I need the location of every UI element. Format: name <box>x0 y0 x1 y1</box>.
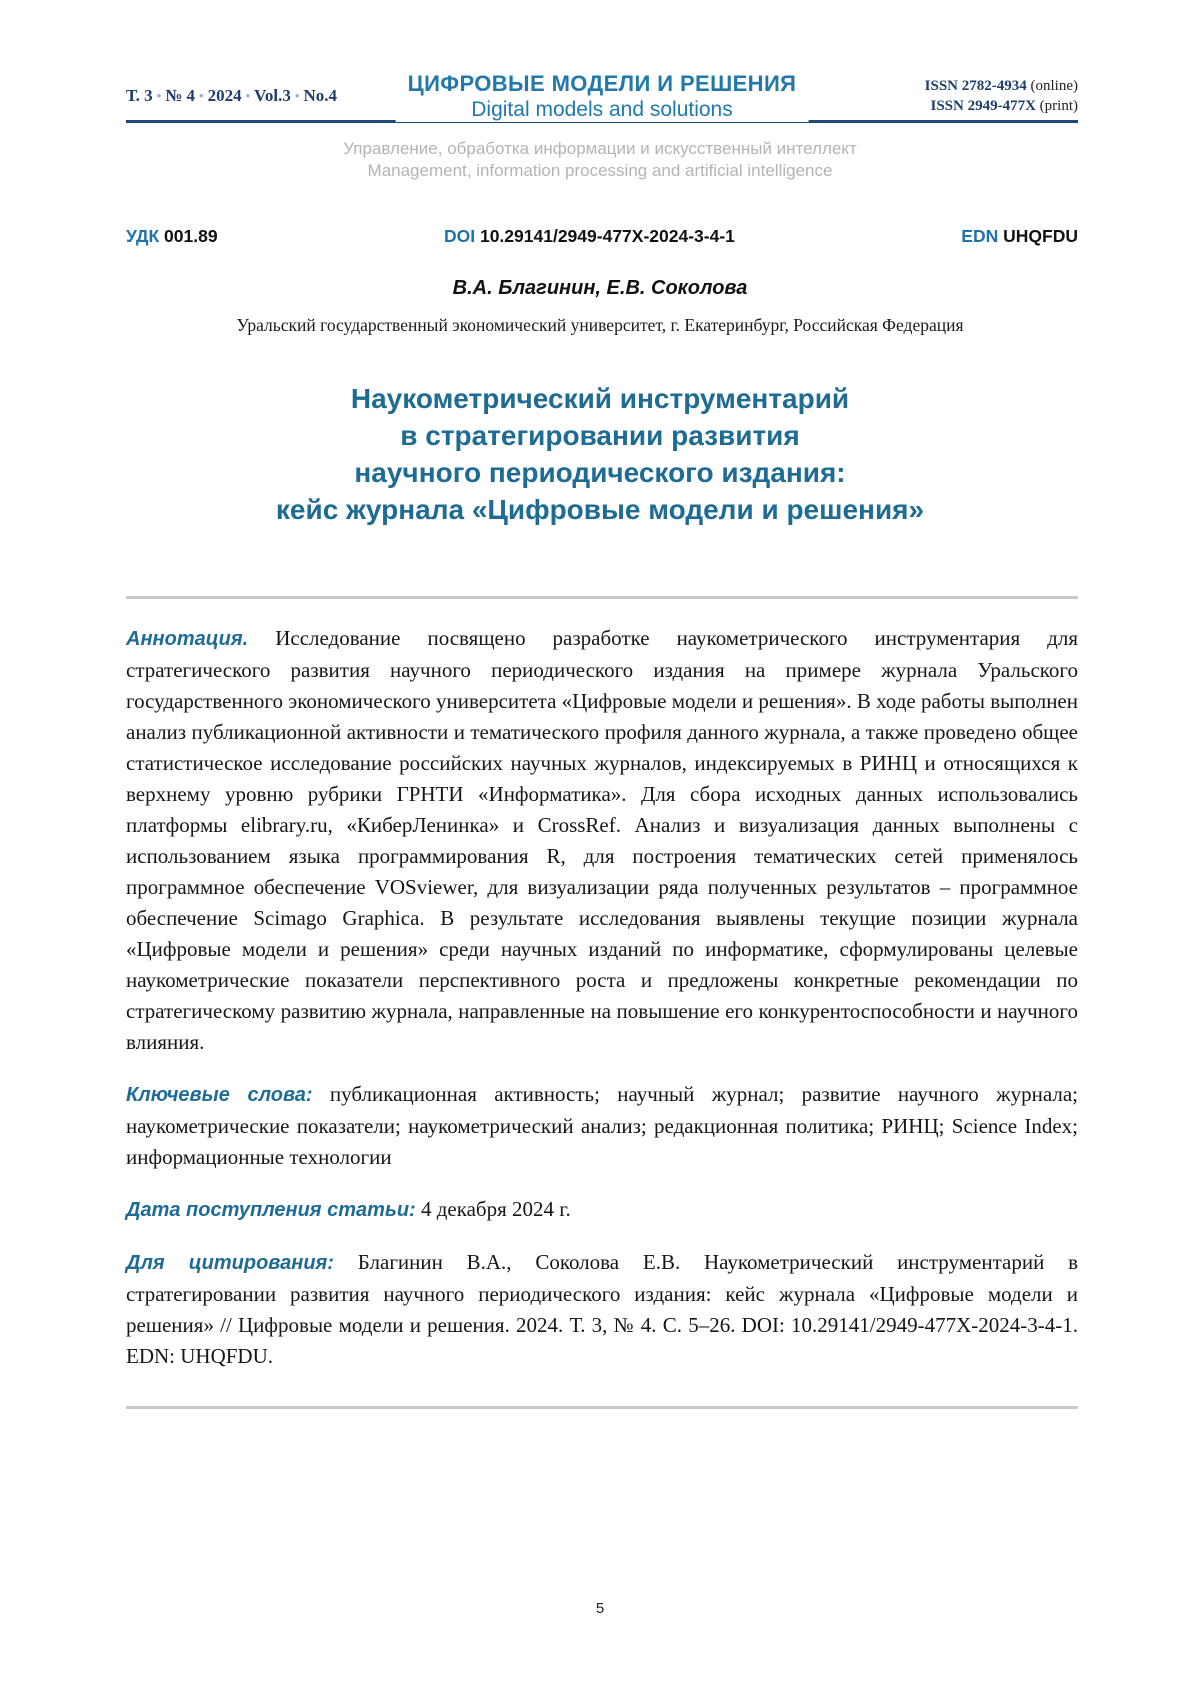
article-title-line: научного периодического издания: <box>354 457 846 488</box>
bottom-divider-rule <box>126 1406 1078 1409</box>
section-title-ru: Управление, обработка информации и искусственный интеллект <box>343 139 857 158</box>
citation-text: Благинин В.А., Соколова Е.В. Наукометрический инструментарий в стратегировании развития научного периодического издания: кейс журнала «Цифровые модели и решения» // Цифровые модели и решения. 2024. Т. 3, № 4. С. 5–26. DOI: 10.29141/2949-477X-2024-3-4-1. EDN: UHQFDU. <box>126 1250 1078 1368</box>
received-date-text: 4 декабря 2024 г. <box>420 1197 571 1221</box>
udk-value: 001.89 <box>164 226 218 246</box>
volume-part: No.4 <box>303 86 337 105</box>
abstract-text: Исследование посвящено разработке наукометрического инструментария для стратегического развития научного периодического издания на примере журнала Уральского государственного экономического университета «Цифровые модели и решения». В ходе работы выполнен анализ публикационной активности и тематического профиля данного журнала, а также проведено общее статистическое исследование российских научных журналов, индексируемых в РИНЦ и относящихся к верхнему уровню рубрики ГРНТИ «Информатика». Для сбора исходных данных использовались платформы elibrary.ru, «КиберЛенинка» и CrossRef. Анализ и визуализация данных выполнены с использованием языка программирования R, для построения тематических сетей применялось программное обеспечение VOSviewer, для визуализации ряда полученных результатов – программное обеспечение Scimago Graphica. В результате исследования выявлены текущие позиции журнала «Цифровые модели и решения» среди научных изданий по информатике, сформулированы целевые наукометрические показатели перспективного роста и предложены конкретные рекомендации по стратегическому развитию журнала, направленные на повышение его конкурентоспособности и научного влияния. <box>126 626 1079 1054</box>
abstract-paragraph <box>126 623 1078 1058</box>
journal-masthead <box>396 71 809 122</box>
article-front-matter <box>126 623 1078 1372</box>
keywords-paragraph <box>126 1079 1078 1173</box>
article-title <box>0 380 1200 528</box>
doi-entry <box>444 226 735 247</box>
dot-separator-icon: • <box>156 88 162 103</box>
edn-value: UHQFDU <box>1003 226 1078 246</box>
doi-value: 10.29141/2949-477X-2024-3-4-1 <box>479 226 735 246</box>
citation-paragraph <box>126 1247 1078 1372</box>
journal-title-ru: ЦИФРОВЫЕ МОДЕЛИ И РЕШЕНИЯ <box>407 71 797 96</box>
volume-part: № 4 <box>165 86 196 105</box>
abstract-label: Аннотация. <box>126 628 249 650</box>
udk-entry <box>126 226 218 247</box>
authors-line: В.А. Благинин, Е.В. Соколова <box>452 277 748 299</box>
dot-separator-icon: • <box>199 88 204 103</box>
section-heading <box>0 138 1200 182</box>
edn-label: EDN <box>961 226 999 246</box>
article-title-line: кейс журнала «Цифровые модели и решения» <box>275 494 925 525</box>
issn-print-suffix: (print) <box>1035 98 1078 114</box>
journal-title-en: Digital models and solutions <box>471 98 733 121</box>
edn-entry <box>961 226 1078 247</box>
dot-separator-icon: • <box>245 88 251 103</box>
section-title-en: Management, information processing and artificial intelligence <box>367 161 833 180</box>
volume-part: Т. 3 <box>126 86 153 105</box>
volume-issue-info <box>126 86 337 106</box>
article-meta-row <box>126 226 1078 247</box>
page-number: 5 <box>595 1600 605 1617</box>
keywords-text: публикационная активность; научный журнал; развитие научного журнала; наукометрические показатели; наукометрический анализ; редакционная политика; РИНЦ; Science Index; информационные технологии <box>126 1082 1079 1169</box>
doi-label: DOI <box>443 226 476 246</box>
issn-online <box>925 76 1078 96</box>
received-date-paragraph <box>126 1194 1078 1226</box>
issn-online-suffix: (online) <box>1026 78 1078 94</box>
keywords-label: Ключевые слова: <box>126 1084 313 1106</box>
article-title-line: в стратегировании развития <box>400 420 800 451</box>
citation-label: Для цитирования: <box>126 1252 334 1274</box>
top-divider-rule <box>126 596 1078 599</box>
article-title-line: Наукометрический инструментарий <box>350 383 850 414</box>
dot-separator-icon: • <box>294 88 300 103</box>
page-header <box>126 70 1078 128</box>
received-date-label: Дата поступления статьи: <box>126 1199 416 1221</box>
volume-part: Vol.3 <box>254 86 291 105</box>
issn-print <box>925 96 1078 116</box>
issn-block <box>925 76 1078 116</box>
volume-part: 2024 <box>207 86 242 105</box>
udk-label: УДК <box>126 226 160 246</box>
affiliation-line: Уральский государственный экономический университет, г. Екатеринбург, Российская Федерация <box>236 315 964 335</box>
issn-online-number: ISSN 2782-4934 <box>924 78 1027 94</box>
issn-print-number: ISSN 2949-477X <box>930 98 1036 114</box>
